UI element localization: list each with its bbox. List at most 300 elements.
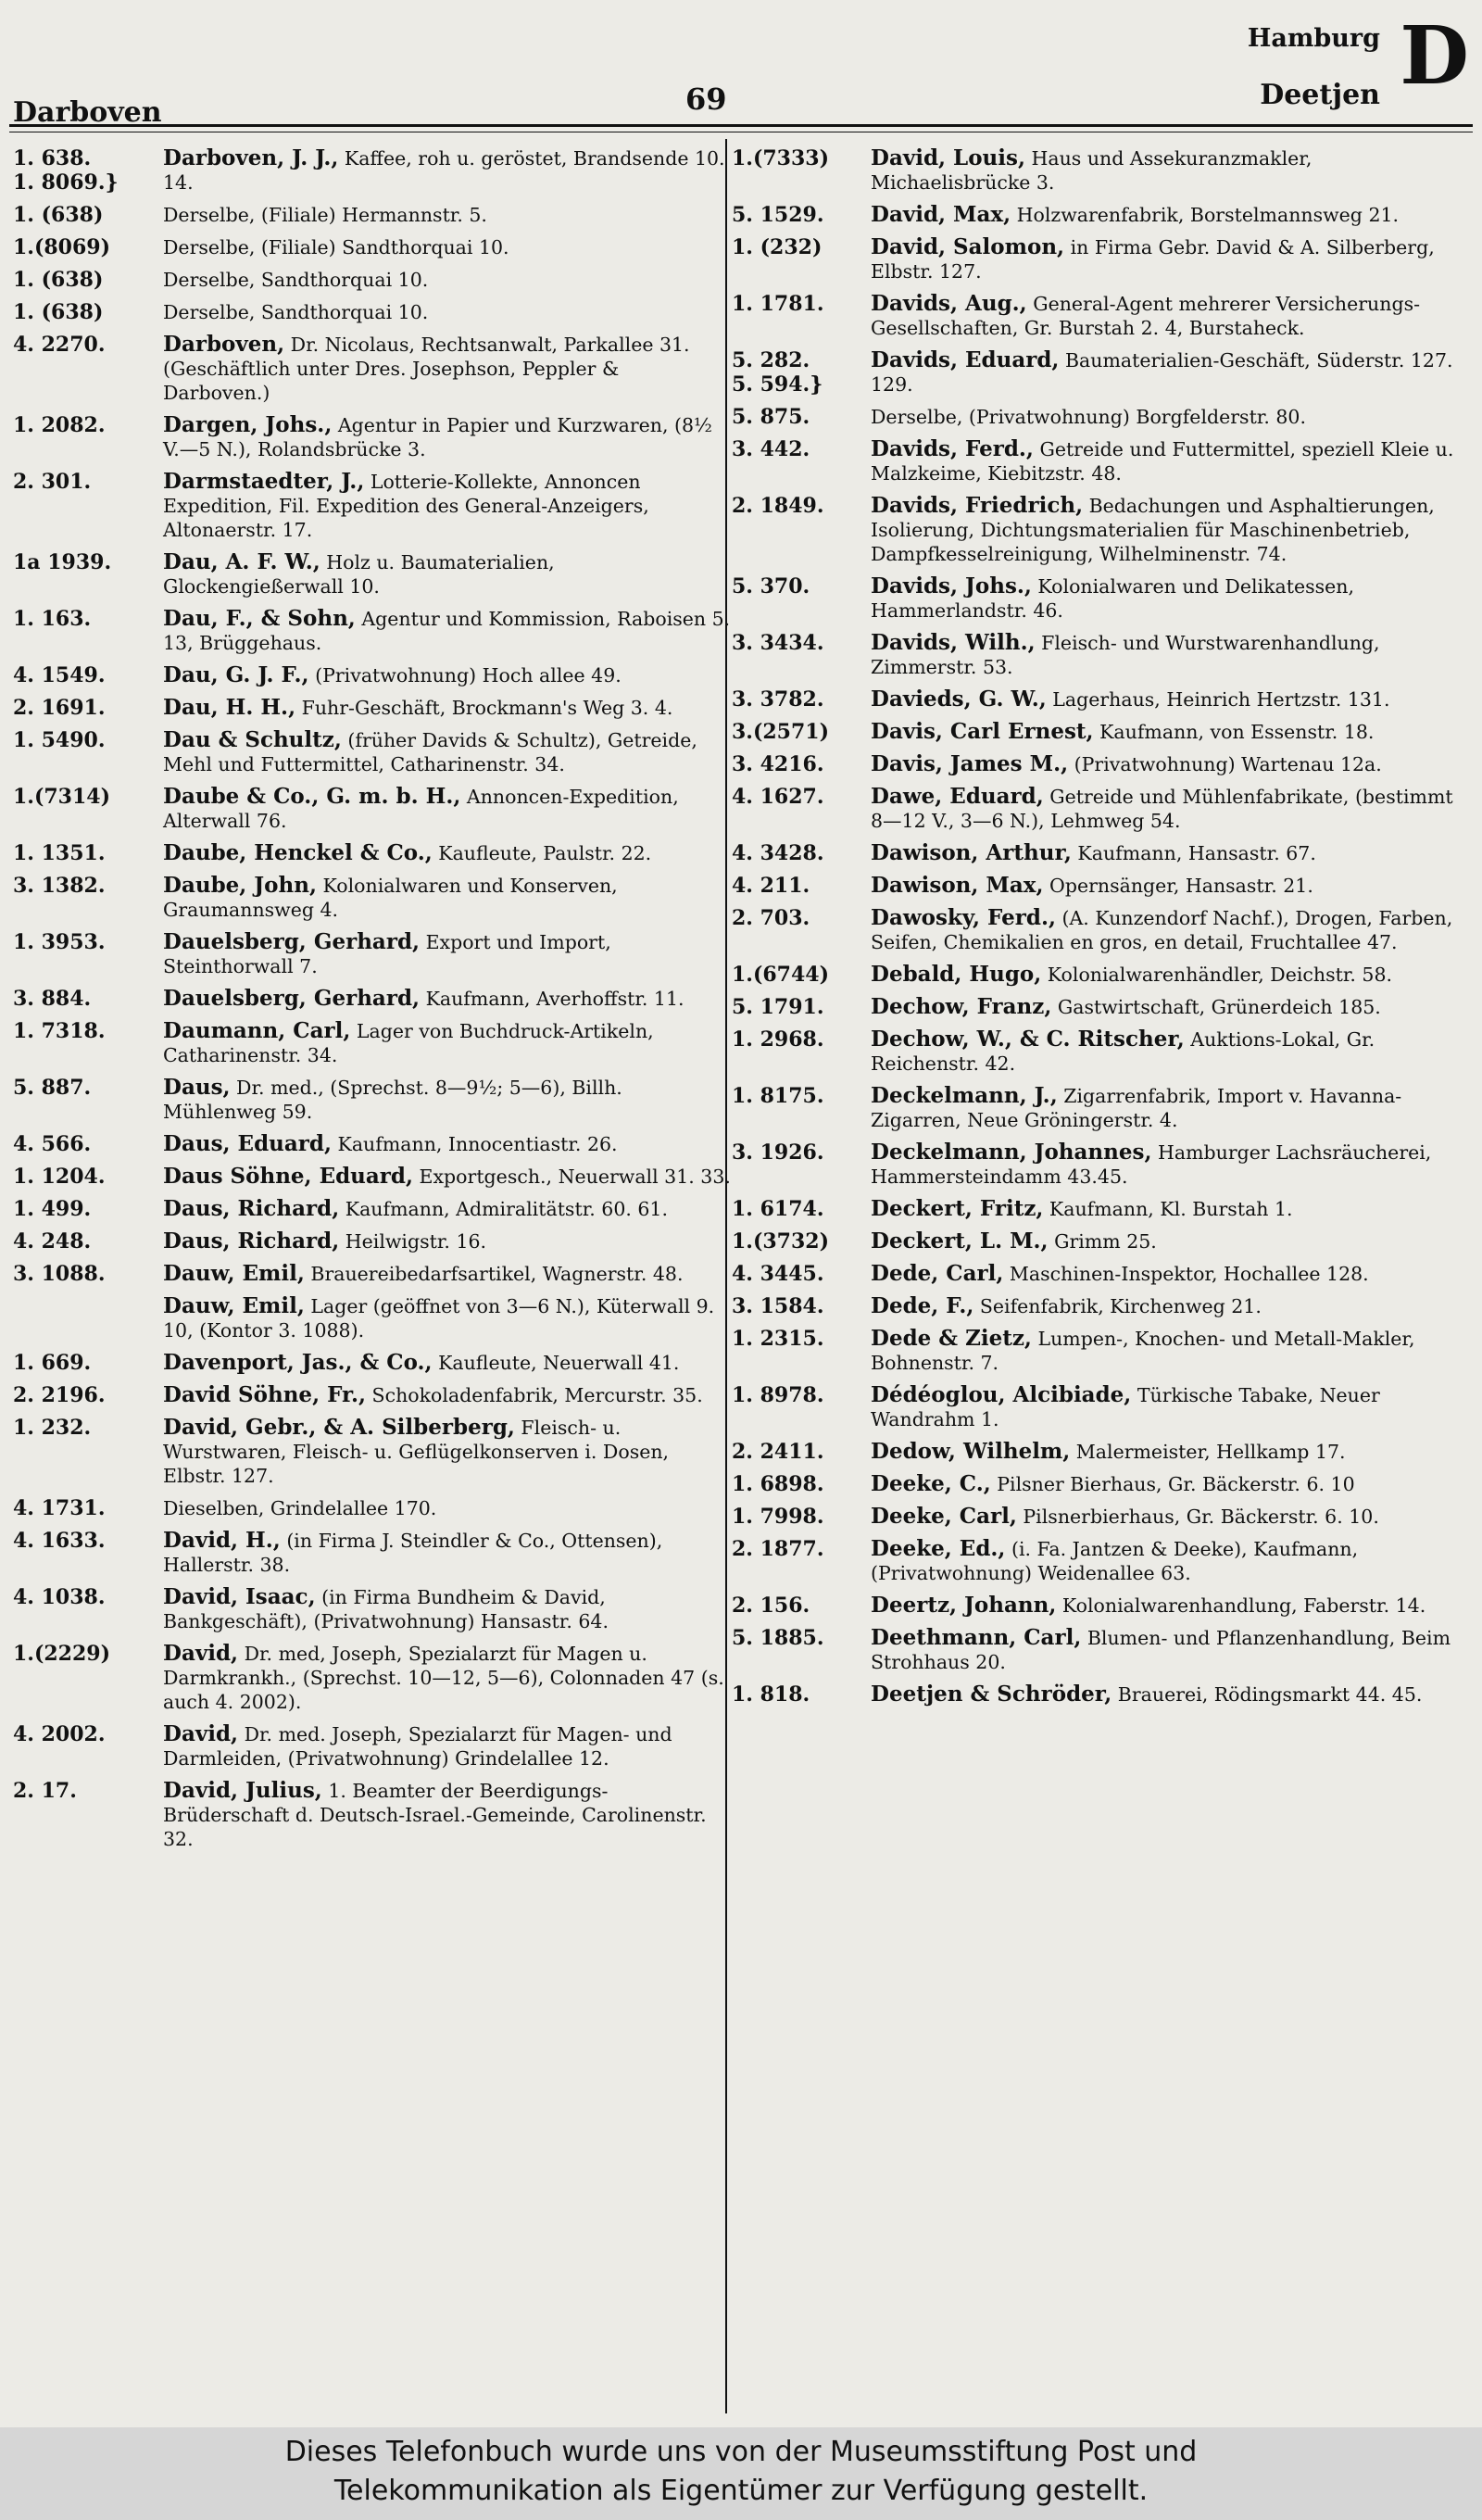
phone-number: 5. 887.: [13, 1076, 92, 1100]
phone-number: 3. 1382.: [13, 874, 106, 898]
phone-number: 1. 6174.: [732, 1197, 824, 1221]
entry-details: Dr. med., (Sprechst. 8—9½; 5—6), Billh. Mühlenweg 59.: [163, 1077, 622, 1123]
entry-name: Dechow, W., & C. Ritscher,: [871, 1027, 1185, 1052]
entry-details: Haus und Assekuranzmakler, Michaelisbrücke 3.: [871, 147, 1312, 194]
entry-name: Dauelsberg, Gerhard,: [163, 986, 421, 1011]
phone-number: 2. 301.: [13, 470, 92, 494]
entry-text: [159, 1076, 732, 1124]
directory-entry: [13, 987, 732, 1011]
directory-entry: [732, 146, 1463, 195]
directory-entry: [732, 494, 1463, 566]
right-column: [732, 146, 1463, 2416]
directory-entry: [732, 574, 1463, 623]
phone-number: 1.(2229): [13, 1642, 111, 1666]
entry-text: [159, 550, 732, 598]
entry-details: Kolonialwaren und Delikatessen, Hammerlandstr. 46.: [871, 575, 1355, 622]
entry-details: Auktions-Lokal, Gr. Reichenstr. 42.: [871, 1028, 1375, 1075]
phone-number: 5. 1791.: [732, 995, 824, 1019]
entry-name: Dauw, Emil,: [163, 1261, 305, 1286]
entry-name: Daus Söhne, Eduard,: [163, 1164, 414, 1189]
entry-name: Davis, James M.,: [871, 751, 1069, 776]
entry-name: Dau, G. J. F.,: [163, 662, 309, 687]
entry-details: Fleisch- und Wurstwarenhandlung, Zimmerstr. 53.: [871, 632, 1380, 678]
entry-text: [159, 1529, 732, 1577]
entry-text: [159, 470, 732, 542]
section-letter: D: [1400, 9, 1469, 103]
directory-entry: [732, 1537, 1463, 1585]
phone-number: 4. 1038.: [13, 1585, 106, 1609]
entry-text: [159, 1229, 732, 1254]
footer-line-1: Dieses Telefonbuch wurde uns von der Museumsstiftung Post und: [284, 2436, 1198, 2468]
directory-entry: [13, 696, 732, 720]
entry-name: Dédéoglou, Alcibiade,: [871, 1382, 1132, 1407]
directory-entry: [732, 1594, 1463, 1618]
phone-number: 1. 2968.: [732, 1027, 824, 1052]
entry-text: [159, 1416, 732, 1488]
entry-text: [159, 663, 732, 687]
entry-text: [159, 1262, 732, 1286]
entry-text: [867, 203, 1463, 227]
entry-name: David Söhne, Fr.,: [163, 1382, 367, 1407]
entry-details: Kolonialwarenhandlung, Faberstr. 14.: [1056, 1594, 1426, 1617]
phone-number: 1.(7314): [13, 785, 111, 809]
entry-name: Daube & Co., G. m. b. H.,: [163, 784, 461, 809]
phone-number: 1. 8978.: [732, 1383, 824, 1407]
entry-text: [159, 1585, 732, 1633]
entry-details: Dr. med, Joseph, Spezialarzt für Magen u. Darmkrankh., (Sprechst. 10—12, 5—6), Colonnaden 47 (s. auch 4. 2002).: [163, 1643, 724, 1713]
entry-details: Lager von Buchdruck-Artikeln, Catharinenstr. 34.: [163, 1020, 654, 1066]
phone-number: 4. 211.: [732, 874, 810, 898]
phone-number: 2. 1877.: [732, 1537, 824, 1561]
phone-number: 1. 5490.: [13, 728, 106, 752]
phone-number: 1. 638. 1. 8069.}: [13, 146, 119, 195]
directory-entry: [13, 1585, 732, 1633]
phone-number: 5. 1885.: [732, 1626, 824, 1650]
phone-number: 3. 3434.: [732, 631, 824, 655]
directory-entry: [13, 930, 732, 978]
entry-details: Bedachungen und Asphaltierungen, Isolierung, Dichtungsmaterialien für Maschinenbetrieb, Dampfkesselreinigung, Wilhelminenstr. 74.: [871, 495, 1435, 565]
phone-number: 3. 1088.: [13, 1262, 106, 1286]
phone-number: 2. 2411.: [732, 1440, 824, 1464]
entry-details: Agentur und Kommission, Raboisen 5. 13, Brüggehaus.: [163, 608, 731, 654]
entry-text: [867, 995, 1463, 1019]
entry-name: Dedow, Wilhelm,: [871, 1439, 1071, 1464]
phone-number: 2. 1849.: [732, 494, 824, 518]
directory-entry: [13, 413, 732, 461]
phone-number: 4. 2002.: [13, 1722, 106, 1746]
entry-name: Deckert, L. M.,: [871, 1228, 1049, 1254]
directory-entry: [732, 203, 1463, 227]
entry-details: (in Firma J. Steindler & Co., Ottensen), Hallerstr. 38.: [163, 1530, 663, 1576]
entry-text: [867, 752, 1463, 776]
entry-details: Kolonialwarenhändler, Deichstr. 58.: [1041, 964, 1393, 986]
directory-entry: [732, 841, 1463, 865]
entry-name: Daus, Richard,: [163, 1228, 340, 1254]
entry-details: Kaufmann, Averhoffstr. 11.: [420, 988, 684, 1010]
phone-number: 4. 1549.: [13, 663, 106, 687]
header-first-entry: Darboven: [13, 96, 162, 129]
entry-details: Derselbe, (Filiale) Sandthorquai 10.: [163, 236, 509, 258]
entry-name: Deethmann, Carl,: [871, 1625, 1082, 1650]
directory-entry: [13, 1165, 732, 1189]
entry-details: Kolonialwaren und Konserven, Graumannsweg 4.: [163, 875, 618, 921]
entry-name: Davids, Ferd.,: [871, 436, 1034, 461]
entry-text: [159, 1722, 732, 1770]
header-right: [1248, 24, 1380, 111]
directory-entry: [732, 631, 1463, 679]
directory-entry: [13, 1019, 732, 1067]
entry-name: Dechow, Franz,: [871, 994, 1052, 1019]
directory-entry: [732, 292, 1463, 340]
directory-entry: [13, 1529, 732, 1577]
entry-name: Deckert, Fritz,: [871, 1196, 1044, 1221]
entry-text: [867, 1440, 1463, 1464]
entry-details: (in Firma Bundheim & David, Bankgeschäft), (Privatwohnung) Hansastr. 64.: [163, 1586, 609, 1632]
entry-text: [867, 574, 1463, 623]
entry-name: Dede, Carl,: [871, 1261, 1004, 1286]
entry-details: Baumaterialien-Geschäft, Süderstr. 127. 129.: [871, 349, 1453, 396]
directory-entry: [732, 1682, 1463, 1707]
entry-details: Lumpen-, Knochen- und Metall-Makler, Bohnenstr. 7.: [871, 1328, 1415, 1374]
entry-details: Kaufleute, Neuerwall 41.: [432, 1352, 680, 1374]
phone-number: 1.(6744): [732, 963, 830, 987]
directory-entry: [13, 874, 732, 922]
entry-text: [867, 874, 1463, 898]
entry-details: Türkische Tabake, Neuer Wandrahm 1.: [871, 1384, 1380, 1430]
entry-details: Kaufmann, von Essenstr. 18.: [1093, 721, 1375, 743]
entry-name: Davids, Wilh.,: [871, 630, 1036, 655]
entry-details: Export und Import, Steinthorwall 7.: [163, 931, 611, 977]
entry-name: Debald, Hugo,: [871, 962, 1042, 987]
entry-text: [159, 146, 732, 195]
entry-details: Maschinen-Inspektor, Hochallee 128.: [1003, 1263, 1369, 1285]
directory-entry: [13, 841, 732, 865]
entry-name: Daus, Eduard,: [163, 1131, 332, 1156]
entry-text: [159, 1294, 732, 1342]
entry-text: [867, 405, 1463, 429]
entry-text: [159, 1642, 732, 1714]
directory-entry: [13, 1642, 732, 1714]
entry-details: Kaufmann, Admiralitätstr. 60. 61.: [339, 1198, 668, 1220]
phone-number: 1. 1781.: [732, 292, 824, 316]
phone-number: 2. 156.: [732, 1594, 810, 1618]
entry-details: Kaufleute, Paulstr. 22.: [432, 842, 652, 864]
directory-entry: [732, 963, 1463, 987]
phone-number: 2. 703.: [732, 906, 810, 930]
phone-number: 1. 6898.: [732, 1472, 824, 1496]
directory-entry: [13, 1294, 732, 1342]
entry-details: Lotterie-Kollekte, Annoncen Expedition, Fil. Expedition des General-Anzeigers, Altonaerstr. 17.: [163, 471, 649, 541]
entry-name: Dau, H. H.,: [163, 695, 296, 720]
entry-name: David, Gebr., & A. Silberberg,: [163, 1415, 515, 1440]
entry-details: (A. Kunzendorf Nachf.), Drogen, Farben, Seifen, Chemikalien en gros, en detail, Fruchtallee 47.: [871, 907, 1453, 953]
phone-number: 2. 2196.: [13, 1383, 106, 1407]
entry-text: [867, 1294, 1463, 1318]
entry-details: Gastwirtschaft, Grünerdeich 185.: [1051, 996, 1381, 1018]
directory-entry: [13, 728, 732, 776]
phone-number: 3. 1584.: [732, 1294, 824, 1318]
entry-details: Brauerei, Rödingsmarkt 44. 45.: [1112, 1683, 1423, 1706]
entry-text: [159, 1019, 732, 1067]
phone-number: 5. 370.: [732, 574, 810, 598]
entry-name: Deetjen & Schröder,: [871, 1682, 1112, 1707]
entry-name: David, Isaac,: [163, 1584, 316, 1609]
directory-entry: [732, 1140, 1463, 1189]
entry-text: [867, 1140, 1463, 1189]
footer-line-2: Telekommunikation als Eigentümer zur Verfügung gestellt.: [333, 2475, 1149, 2507]
page-number: 69: [685, 82, 727, 117]
entry-text: [159, 1383, 732, 1407]
entry-details: Dr. Nicolaus, Rechtsanwalt, Parkallee 31. (Geschäftlich unter Dres. Josephson, Peppler & Darboven.): [163, 334, 690, 404]
directory-entry: [13, 300, 732, 324]
directory-entry: [732, 1084, 1463, 1132]
directory-entry: [13, 1496, 732, 1520]
directory-entry: [732, 1327, 1463, 1375]
entry-details: Exportgesch., Neuerwall 31. 33.: [413, 1166, 731, 1188]
entry-details: Getreide und Futtermittel, speziell Kleie u. Malzkeime, Kiebitzstr. 48.: [871, 438, 1454, 485]
entry-text: [867, 235, 1463, 284]
entry-text: [867, 348, 1463, 397]
phone-number: 4. 1627.: [732, 785, 824, 809]
entry-text: [867, 1472, 1463, 1496]
phone-number: 1. (638): [13, 300, 104, 324]
entry-name: Dawosky, Ferd.,: [871, 905, 1056, 930]
directory-entry: [13, 333, 732, 405]
entry-details: General-Agent mehrerer Versicherungs-Gesellschaften, Gr. Burstah 2. 4, Burstaheck.: [871, 293, 1421, 339]
entry-details: Brauereibedarfsartikel, Wagnerstr. 48.: [304, 1263, 684, 1285]
entry-name: Dede, F.,: [871, 1293, 974, 1318]
entry-name: Davids, Aug.,: [871, 291, 1027, 316]
directory-entry: [732, 1229, 1463, 1254]
directory-entry: [13, 1779, 732, 1851]
entry-details: Kaufmann, Innocentiastr. 26.: [331, 1133, 618, 1155]
phone-number: 1. 163.: [13, 607, 92, 631]
phone-number: 1.(8069): [13, 235, 111, 259]
entry-text: [867, 1383, 1463, 1431]
header-city: Hamburg: [1247, 24, 1380, 53]
phone-number: 3. 1926.: [732, 1140, 824, 1165]
entry-name: David, H.,: [163, 1528, 281, 1553]
directory-entry: [732, 437, 1463, 485]
phone-number: 5. 875.: [732, 405, 810, 429]
entry-name: Dawe, Eduard,: [871, 784, 1044, 809]
entry-details: Pilsner Bierhaus, Gr. Bäckerstr. 6. 10: [990, 1473, 1355, 1495]
entry-text: [867, 1084, 1463, 1132]
entry-name: Davis, Carl Ernest,: [871, 719, 1094, 744]
entry-details: (früher Davids & Schultz), Getreide, Mehl und Futtermittel, Catharinenstr. 34.: [163, 729, 697, 775]
entry-name: Dau, F., & Sohn,: [163, 606, 356, 631]
phone-number: 1a 1939.: [13, 550, 112, 574]
directory-entry: [732, 1262, 1463, 1286]
entry-details: Seifenfabrik, Kirchenweg 21.: [973, 1295, 1262, 1317]
entry-text: [159, 333, 732, 405]
phone-number: 1. 1204.: [13, 1165, 106, 1189]
phone-number: 4. 248.: [13, 1229, 92, 1254]
directory-entry: [732, 1027, 1463, 1076]
entry-details: Derselbe, Sandthorquai 10.: [163, 301, 429, 323]
phone-number: 3. 884.: [13, 987, 92, 1011]
directory-entry: [13, 1383, 732, 1407]
directory-entry: [13, 663, 732, 687]
phone-number: 2. 17.: [13, 1779, 77, 1803]
entry-name: Dawison, Max,: [871, 873, 1044, 898]
phone-number: 1. (638): [13, 203, 104, 227]
entry-name: Deertz, Johann,: [871, 1593, 1057, 1618]
directory-entry: [13, 1351, 732, 1375]
entry-text: [867, 1594, 1463, 1618]
entry-name: Dauelsberg, Gerhard,: [163, 929, 421, 954]
entry-details: Kaufmann, Kl. Burstah 1.: [1043, 1198, 1293, 1220]
entry-text: [159, 235, 732, 259]
entry-name: Davieds, G. W.,: [871, 687, 1047, 712]
entry-name: Dau & Schultz,: [163, 727, 342, 752]
phone-number: 4. 566.: [13, 1132, 92, 1156]
entry-name: Dauw, Emil,: [163, 1293, 305, 1318]
phone-number: 5. 282. 5. 594.}: [732, 348, 823, 397]
directory-entry: [732, 906, 1463, 954]
entry-text: [159, 987, 732, 1011]
directory-entry: [732, 1383, 1463, 1431]
entry-text: [867, 906, 1463, 954]
entry-text: [159, 268, 732, 292]
entry-details: Opernsänger, Hansastr. 21.: [1043, 875, 1313, 897]
entry-text: [867, 1027, 1463, 1076]
entry-text: [867, 631, 1463, 679]
entry-name: Deeke, Carl,: [871, 1504, 1017, 1529]
directory-entry: [13, 607, 732, 655]
directory-entry: [13, 470, 732, 542]
phone-number: [13, 1294, 159, 1342]
entry-details: Grimm 25.: [1048, 1230, 1157, 1253]
directory-entry: [732, 687, 1463, 712]
directory-entry: [732, 1626, 1463, 1674]
entry-text: [159, 728, 732, 776]
entry-name: Deckelmann, J.,: [871, 1083, 1058, 1108]
phone-number: 1. (232): [732, 235, 823, 259]
entry-text: [159, 607, 732, 655]
phone-number: 1. 669.: [13, 1351, 92, 1375]
entry-details: Heilwigstr. 16.: [339, 1230, 487, 1253]
entry-details: Derselbe, (Filiale) Hermannstr. 5.: [163, 204, 487, 226]
phone-number: 1. 232.: [13, 1416, 92, 1440]
entry-name: Deckelmann, Johannes,: [871, 1140, 1152, 1165]
entry-name: David, Salomon,: [871, 234, 1065, 259]
entry-details: Dr. med. Joseph, Spezialarzt für Magen- und Darmleiden, (Privatwohnung) Grindelallee 12.: [163, 1723, 672, 1770]
directory-entry: [732, 235, 1463, 284]
entry-name: David, Julius,: [163, 1778, 322, 1803]
directory-entry: [13, 1416, 732, 1488]
entry-name: Dede & Zietz,: [871, 1326, 1032, 1351]
directory-entry: [732, 1197, 1463, 1221]
directory-entry: [732, 1294, 1463, 1318]
phone-number: 1. 499.: [13, 1197, 92, 1221]
entry-details: Holz u. Baumaterialien, Glockengießerwall 10.: [163, 551, 555, 598]
directory-entry: [13, 268, 732, 292]
entry-text: [867, 1682, 1463, 1707]
entry-name: David, Louis,: [871, 146, 1025, 170]
entry-text: [867, 1626, 1463, 1674]
directory-entry: [13, 1197, 732, 1221]
phone-number: 3. 3782.: [732, 687, 824, 712]
header-rule: [9, 124, 1473, 127]
entry-name: Darmstaedter, J.,: [163, 469, 365, 494]
phone-number: 4. 1633.: [13, 1529, 106, 1553]
entry-text: [867, 1197, 1463, 1221]
entry-text: [867, 785, 1463, 833]
entry-details: 1. Beamter der Beerdigungs-Brüderschaft d. Deutsch-Israel.-Gemeinde, Carolinenstr. 32.: [163, 1780, 707, 1850]
phone-number: 1. 1351.: [13, 841, 106, 865]
entry-details: Kaufmann, Hansastr. 67.: [1071, 842, 1316, 864]
phone-number: 4. 3445.: [732, 1262, 824, 1286]
entry-name: Darboven,: [163, 332, 285, 357]
phone-number: 1. (638): [13, 268, 104, 292]
entry-details: Kaffee, roh u. geröstet, Brandsende 10. 14.: [163, 147, 725, 194]
entry-text: [159, 1132, 732, 1156]
entry-text: [159, 1496, 732, 1520]
directory-entry: [13, 1076, 732, 1124]
directory-entry: [13, 203, 732, 227]
phone-number: 2. 1691.: [13, 696, 106, 720]
entry-name: Daube, Henckel & Co.,: [163, 840, 433, 865]
directory-entry: [732, 405, 1463, 429]
phone-number: 3. 442.: [732, 437, 810, 461]
directory-entry: [13, 1262, 732, 1286]
entry-name: Deeke, Ed.,: [871, 1536, 1006, 1561]
entry-text: [159, 1165, 732, 1189]
phone-number: 3.(2571): [732, 720, 830, 744]
directory-entry: [13, 785, 732, 833]
phone-number: 4. 1731.: [13, 1496, 106, 1520]
entry-text: [159, 300, 732, 324]
directory-entry: [13, 1722, 732, 1770]
entry-name: Davids, Friedrich,: [871, 493, 1084, 518]
entry-details: Lager (geöffnet von 3—6 N.), Küterwall 9. 10, (Kontor 3. 1088).: [163, 1295, 715, 1342]
entry-text: [867, 720, 1463, 744]
entry-details: Fuhr-Geschäft, Brockmann's Weg 3. 4.: [295, 697, 673, 719]
directory-entry: [732, 1440, 1463, 1464]
entry-name: Daus,: [163, 1075, 231, 1100]
entry-details: Zigarrenfabrik, Import v. Havanna-Zigarren, Neue Gröningerstr. 4.: [871, 1085, 1402, 1131]
column-divider: [725, 139, 727, 2413]
entry-text: [867, 1262, 1463, 1286]
entry-text: [159, 785, 732, 833]
phone-number: 4. 3428.: [732, 841, 824, 865]
entry-name: Dargen, Johs.,: [163, 412, 333, 437]
entry-details: Agentur in Papier und Kurzwaren, (8½ V.—5 N.), Rolandsbrücke 3.: [163, 414, 712, 460]
entry-details: Blumen- und Pflanzenhandlung, Beim Strohhaus 20.: [871, 1627, 1451, 1673]
directory-entry: [732, 720, 1463, 744]
entry-name: Davids, Eduard,: [871, 347, 1060, 372]
directory-entry: [732, 752, 1463, 776]
footer-notice: [0, 2427, 1482, 2520]
entry-details: Annoncen-Expedition, Alterwall 76.: [163, 786, 679, 832]
entry-text: [867, 1229, 1463, 1254]
entry-text: [159, 874, 732, 922]
directory-entry: [732, 995, 1463, 1019]
entry-details: Malermeister, Hellkamp 17.: [1070, 1441, 1346, 1463]
phone-number: 1.(3732): [732, 1229, 830, 1254]
entry-details: Dieselben, Grindelallee 170.: [163, 1497, 437, 1519]
entry-name: Daus, Richard,: [163, 1196, 340, 1221]
entry-details: Getreide und Mühlenfabrikate, (bestimmt 8—12 V., 3—6 N.), Lehmweg 54.: [871, 786, 1453, 832]
entry-text: [159, 696, 732, 720]
directory-entry: [13, 146, 732, 195]
phone-number: 1. 7998.: [732, 1505, 824, 1529]
entry-name: Dawison, Arthur,: [871, 840, 1072, 865]
entry-details: Lagerhaus, Heinrich Hertzstr. 131.: [1046, 688, 1390, 711]
directory-entry: [732, 874, 1463, 898]
phone-number: 5. 1529.: [732, 203, 824, 227]
